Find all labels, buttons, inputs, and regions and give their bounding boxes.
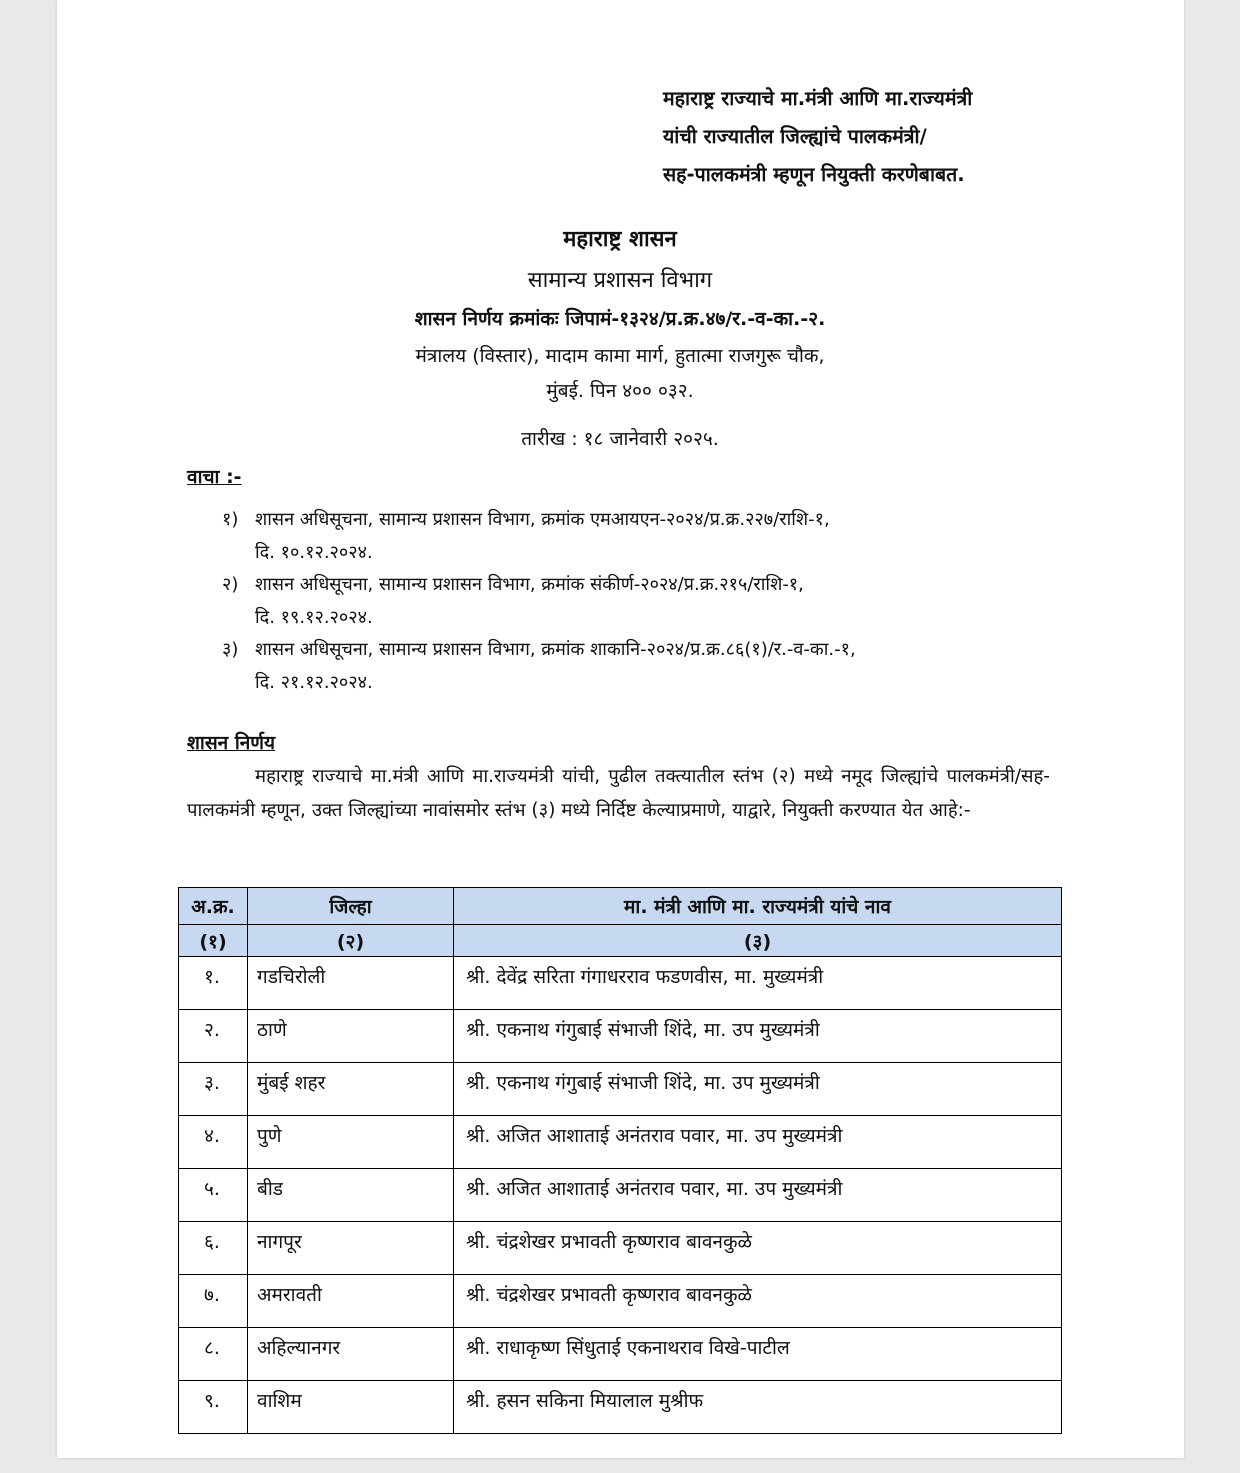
column-number: (१) [179,925,248,957]
minister-cell: श्री. एकनाथ गंगुबाई संभाजी शिंदे, मा. उप मुख्यमंत्री [454,1063,1062,1116]
table-row [179,1169,1062,1222]
minister-cell: श्री. चंद्रशेखर प्रभावती कृष्णराव बावनकुळे [454,1222,1062,1275]
table-row [179,1010,1062,1063]
reference-number: २) [222,574,239,595]
department-title: सामान्य प्रशासन विभाग [527,268,713,293]
minister-cell: श्री. हसन सकिना मियालाल मुश्रीफ [454,1381,1062,1434]
column-number: (२) [248,925,454,957]
table-row [179,957,1062,1010]
decision-heading: शासन निर्णय [187,732,276,754]
reference-text: शासन अधिसूचना, सामान्य प्रशासन विभाग, क्रमांक एमआयएन-२०२४/प्र.क्र.२२७/राशि-१, [255,509,830,530]
government-title: महाराष्ट्र शासन [563,227,677,252]
table-row [179,1275,1062,1328]
serial-cell: २. [179,1010,248,1063]
minister-cell: श्री. अजित आशाताई अनंतराव पवार, मा. उप मुख्यमंत्री [454,1116,1062,1169]
minister-cell: श्री. देवेंद्र सरिता गंगाधरराव फडणवीस, मा. मुख्यमंत्री [454,957,1062,1010]
resolution-date: तारीख : १८ जानेवारी २०२५. [521,428,719,450]
reference-number: १) [222,509,239,530]
district-cell: ठाणे [248,1010,454,1063]
reference-number: ३) [222,639,239,660]
guardian-minister-table [178,887,1062,1434]
table-row [179,1222,1062,1275]
header-serial: अ.क्र. [179,888,248,925]
district-cell: वाशिम [248,1381,454,1434]
subject-line: महाराष्ट्र राज्याचे मा.मंत्री आणि मा.राज्यमंत्री [663,87,973,110]
table-row [179,1381,1062,1434]
header-district: जिल्हा [248,888,454,925]
subject-block [663,80,1055,194]
serial-cell: १. [179,957,248,1010]
resolution-number: शासन निर्णय क्रमांकः जिपामं-१३२४/प्र.क्र.४७/र.-व-का.-२. [414,308,826,330]
district-cell: मुंबई शहर [248,1063,454,1116]
subject-line: यांची राज्यातील जिल्ह्यांचे पालकमंत्री/ [663,125,927,148]
district-cell: पुणे [248,1116,454,1169]
minister-cell: श्री. एकनाथ गंगुबाई संभाजी शिंदे, मा. उप मुख्यमंत्री [454,1010,1062,1063]
district-cell: बीड [248,1169,454,1222]
reference-item [222,503,830,569]
reference-text: शासन अधिसूचना, सामान्य प्रशासन विभाग, क्रमांक संकीर्ण-२०२४/प्र.क्र.२१५/राशि-१, [255,574,804,595]
table-row [179,1116,1062,1169]
reference-text: शासन अधिसूचना, सामान्य प्रशासन विभाग, क्रमांक शाकानि-२०२४/प्र.क्र.८६(१)/र.-व-का.-१, [255,639,856,660]
address-line-2: मुंबई. पिन ४०० ०३२. [546,380,694,402]
serial-cell: ९. [179,1381,248,1434]
reference-date: दि. १०.१२.२०२४. [255,542,373,563]
minister-cell: श्री. अजित आशाताई अनंतराव पवार, मा. उप मुख्यमंत्री [454,1169,1062,1222]
table-row [179,1063,1062,1116]
district-cell: नागपूर [248,1222,454,1275]
serial-cell: ४. [179,1116,248,1169]
decision-paragraph: महाराष्ट्र राज्याचे मा.मंत्री आणि मा.राज्यमंत्री यांची, पुढील तक्त्यातील स्तंभ (२) मध्ये नमूद जिल्ह्यांचे पालकमंत्री/सह-पालकमंत्री म्हणून, उक्त जिल्ह्यांच्या नावांसमोर स्तंभ (३) मध्ये निर्दिष्ट केल्याप्रमाणे, याद्वारे, नियुक्ती करण्यात येत आहे:- [187,766,1050,821]
column-number: (३) [454,925,1062,957]
serial-cell: ८. [179,1328,248,1381]
serial-cell: ५. [179,1169,248,1222]
minister-cell: श्री. चंद्रशेखर प्रभावती कृष्णराव बावनकुळे [454,1275,1062,1328]
header-minister: मा. मंत्री आणि मा. राज्यमंत्री यांचे नाव [454,888,1062,925]
reference-date: दि. २१.१२.२०२४. [255,672,373,693]
reference-item [222,633,856,699]
district-cell: गडचिरोली [248,957,454,1010]
minister-cell: श्री. राधाकृष्ण सिंधुताई एकनाथराव विखे-पाटील [454,1328,1062,1381]
column-number-row [179,925,1062,957]
serial-cell: ६. [179,1222,248,1275]
reference-date: दि. १९.१२.२०२४. [255,607,373,628]
subject-line: सह-पालकमंत्री म्हणून नियुक्ती करणेबाबत. [663,163,965,186]
district-cell: अमरावती [248,1275,454,1328]
references-heading: वाचा :- [187,466,242,488]
serial-cell: ७. [179,1275,248,1328]
district-cell: अहिल्यानगर [248,1328,454,1381]
table-row [179,1328,1062,1381]
reference-item [222,568,804,634]
serial-cell: ३. [179,1063,248,1116]
address-line-1: मंत्रालय (विस्तार), मादाम कामा मार्ग, हुतात्मा राजगुरू चौक, [415,345,825,367]
